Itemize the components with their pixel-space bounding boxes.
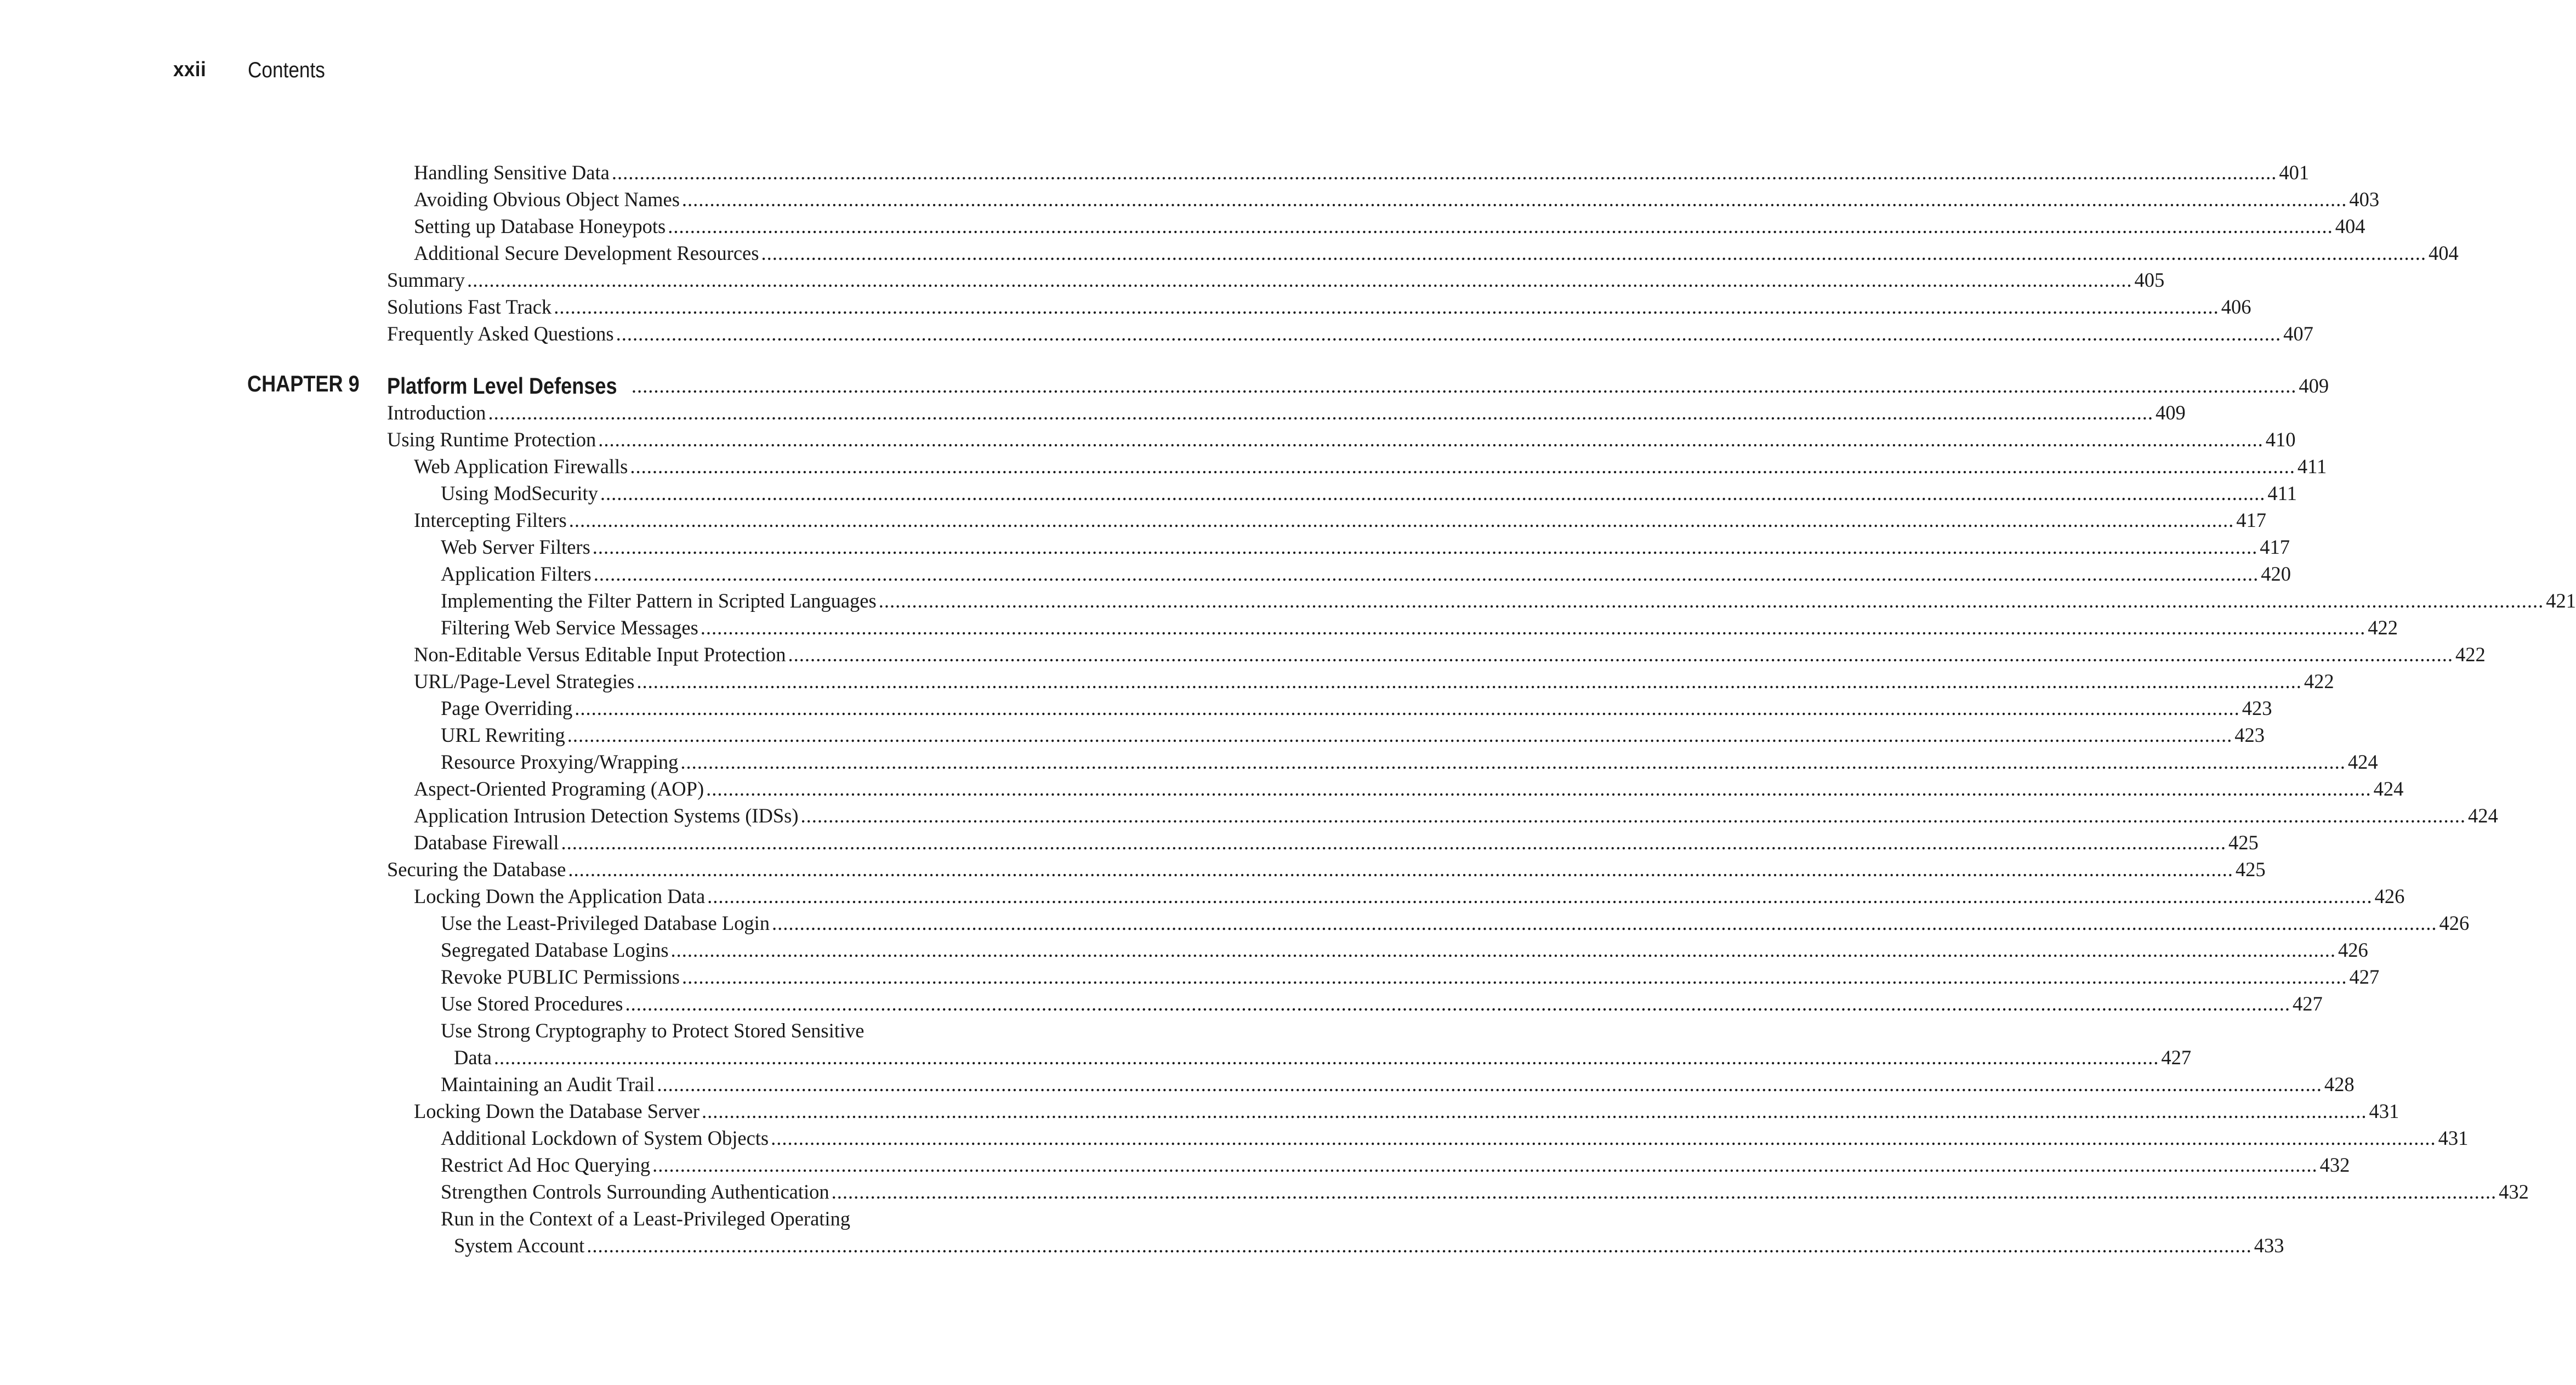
toc-entry (387, 320, 2313, 347)
toc-entry-page: 404 (2428, 242, 2459, 264)
toc-entry-title: Implementing the Filter Pattern in Scripted Languages (441, 589, 877, 612)
toc-entry-title-continued: Data (454, 1046, 492, 1069)
toc-entry-title: Use Strong Cryptography to Protect Stored Sensitive (441, 1019, 865, 1042)
toc-entry-page: 423 (2234, 724, 2265, 746)
toc-entry-title: URL/Page-Level Strategies (414, 670, 635, 692)
toc-entry-title: Non-Editable Versus Editable Input Protection (414, 643, 786, 666)
toc-entry-page: 425 (2235, 858, 2266, 881)
chapter-page: 409 (2299, 374, 2329, 397)
toc-entry-page: 422 (2304, 670, 2334, 692)
toc-entry (441, 990, 2323, 1017)
toc-entry-title: Web Application Firewalls (414, 455, 628, 478)
dot-leader: ............................................................................................................................................................................................................................................................................................................ (706, 777, 2372, 800)
dot-leader: ............................................................................................................................................................................................................................................................................................................ (636, 670, 2302, 692)
dot-leader: ............................................................................................................................................................................................................................................................................................................ (592, 536, 2258, 558)
toc-entry-page: 424 (2373, 777, 2404, 800)
dot-leader: ............................................................................................................................................................................................................................................................................................................ (631, 374, 2297, 397)
chapter-label: CHAPTER 9 (247, 371, 360, 396)
toc-entry-page: 432 (2319, 1154, 2350, 1176)
toc-entry-page: 427 (2161, 1046, 2192, 1069)
toc-entry-page: 427 (2349, 966, 2380, 988)
toc-entry (441, 1205, 2284, 1259)
toc-entry-title: Setting up Database Honeypots (414, 215, 666, 237)
toc-entry (414, 240, 2459, 266)
toc-entry (441, 1071, 2355, 1098)
toc-entry (414, 507, 2266, 533)
running-title: Contents (248, 58, 325, 82)
toc-entry-page: 401 (2279, 161, 2310, 184)
toc-entry (441, 587, 2576, 614)
toc-entry-page: 424 (2347, 751, 2378, 773)
toc-entry-title: Restrict Ad Hoc Querying (441, 1154, 651, 1176)
toc-entry-page: 403 (2349, 188, 2380, 211)
dot-leader: ............................................................................................................................................................................................................................................................................................................ (800, 804, 2466, 827)
dot-leader: ............................................................................................................................................................................................................................................................................................................ (598, 428, 2264, 451)
toc-entry (414, 186, 2380, 213)
toc-entry-page: 409 (2155, 401, 2186, 424)
toc-entry-title: Web Server Filters (441, 536, 590, 558)
toc-entry-title: Handling Sensitive Data (414, 161, 610, 184)
toc-entry (387, 399, 2186, 426)
toc-entry (387, 266, 2165, 293)
dot-leader: ............................................................................................................................................................................................................................................................................................................ (657, 1073, 2322, 1095)
page-number: xxii (173, 58, 207, 81)
toc-entry (441, 1178, 2529, 1205)
toc-entry-page: 426 (2338, 939, 2368, 961)
toc-entry (414, 213, 2365, 240)
toc-entry (441, 614, 2398, 641)
toc-entry (414, 159, 2310, 186)
dot-leader: ............................................................................................................................................................................................................................................................................................................ (681, 188, 2347, 211)
toc-entry (441, 910, 2470, 936)
toc-entry-title: Use the Least-Privileged Database Login (441, 912, 770, 934)
toc-entry-page: 406 (2221, 296, 2251, 318)
dot-leader: ............................................................................................................................................................................................................................................................................................................ (878, 589, 2544, 612)
toc-entry (441, 695, 2272, 722)
toc-entry (441, 1151, 2350, 1178)
toc-entry-title: Securing the Database (387, 858, 566, 881)
toc-entry-page: 411 (2267, 482, 2297, 504)
dot-leader: ............................................................................................................................................................................................................................................................................................................ (554, 296, 2219, 318)
toc-entry-title: Additional Secure Development Resources (414, 242, 759, 264)
dot-leader: ............................................................................................................................................................................................................................................................................................................ (493, 1046, 2159, 1069)
dot-leader: ............................................................................................................................................................................................................................................................................................................ (682, 966, 2347, 988)
toc-entry-title: Avoiding Obvious Object Names (414, 188, 680, 211)
toc-entry-title: Filtering Web Service Messages (441, 616, 698, 639)
toc-entry-page: 420 (2261, 563, 2291, 585)
dot-leader: ............................................................................................................................................................................................................................................................................................................ (568, 509, 2234, 531)
toc-entry (441, 560, 2291, 587)
toc-entry-title: Solutions Fast Track (387, 296, 552, 318)
toc-entry (414, 802, 2498, 829)
dot-leader: ............................................................................................................................................................................................................................................................................................................ (707, 885, 2373, 907)
toc-entry-page: 411 (2297, 455, 2327, 478)
dot-leader: ............................................................................................................................................................................................................................................................................................................ (616, 322, 2282, 345)
toc-entry-title: Database Firewall (414, 831, 559, 854)
toc-entry-title: Frequently Asked Questions (387, 322, 614, 345)
toc-entry-page: 405 (2134, 269, 2165, 291)
toc-entry-title: Strengthen Controls Surrounding Authentication (441, 1180, 829, 1203)
toc-entry (387, 426, 2296, 453)
toc-entry (441, 1017, 2192, 1071)
dot-leader: ............................................................................................................................................................................................................................................................................................................ (831, 1180, 2497, 1203)
toc-entry-page: 426 (2374, 885, 2405, 907)
toc-entry-title: Using Runtime Protection (387, 428, 596, 451)
dot-leader: ............................................................................................................................................................................................................................................................................................................ (771, 1127, 2436, 1149)
toc-entry-continuation (441, 1232, 2284, 1259)
dot-leader: ............................................................................................................................................................................................................................................................................................................ (568, 858, 2233, 881)
toc-entry-page: 424 (2468, 804, 2498, 827)
toc-entry (414, 775, 2404, 802)
toc-entry-title: Segregated Database Logins (441, 939, 669, 961)
dot-leader: ............................................................................................................................................................................................................................................................................................................ (630, 455, 2295, 478)
toc-entry-continuation (441, 1044, 2192, 1071)
dot-leader: ............................................................................................................................................................................................................................................................................................................ (575, 697, 2240, 719)
toc-entry-page: 423 (2242, 697, 2272, 719)
toc-entry-page: 407 (2283, 322, 2313, 345)
toc-entry (414, 1098, 2399, 1125)
toc-entry-title: Additional Lockdown of System Objects (441, 1127, 769, 1149)
toc-entry-page: 422 (2368, 616, 2398, 639)
toc-entry-title: Aspect-Oriented Programing (AOP) (414, 777, 704, 800)
dot-leader: ............................................................................................................................................................................................................................................................................................................ (680, 751, 2346, 773)
toc-entry-page: 417 (2260, 536, 2290, 558)
dot-leader: ............................................................................................................................................................................................................................................................................................................ (788, 643, 2453, 666)
toc-entry-page: 427 (2292, 992, 2323, 1015)
dot-leader: ............................................................................................................................................................................................................................................................................................................ (652, 1154, 2318, 1176)
toc-entry-page: 421 (2546, 589, 2576, 612)
dot-leader: ............................................................................................................................................................................................................................................................................................................ (467, 269, 2133, 291)
toc-entry (387, 293, 2251, 320)
dot-leader: ............................................................................................................................................................................................................................................................................................................ (761, 242, 2426, 264)
toc-entry-page: 425 (2228, 831, 2259, 854)
toc-entry-title: Maintaining an Audit Trail (441, 1073, 655, 1095)
dot-leader: ............................................................................................................................................................................................................................................................................................................ (611, 161, 2277, 184)
toc-entry-page: 432 (2499, 1180, 2529, 1203)
toc-entry (414, 668, 2334, 695)
dot-leader: ............................................................................................................................................................................................................................................................................................................ (567, 724, 2233, 746)
toc-entry-page: 426 (2439, 912, 2470, 934)
toc-entry-title: Using ModSecurity (441, 482, 598, 504)
toc-entry (441, 533, 2290, 560)
dot-leader: ............................................................................................................................................................................................................................................................................................................ (668, 215, 2333, 237)
dot-leader: ............................................................................................................................................................................................................................................................................................................ (587, 1234, 2252, 1257)
dot-leader: ............................................................................................................................................................................................................................................................................................................ (488, 401, 2153, 424)
toc-entry (414, 641, 2486, 668)
toc-entry-title: Locking Down the Database Server (414, 1100, 700, 1122)
chapter-heading (387, 368, 2329, 399)
toc-entry-title: Page Overriding (441, 697, 573, 719)
toc-entry (441, 963, 2380, 990)
toc-entry (414, 453, 2327, 480)
toc-entry-title: Application Filters (441, 563, 592, 585)
toc-entry-title: Application Intrusion Detection Systems (IDSs) (414, 804, 799, 827)
dot-leader: ............................................................................................................................................................................................................................................................................................................ (561, 831, 2227, 854)
toc-entry-page: 422 (2455, 643, 2486, 666)
dot-leader: ............................................................................................................................................................................................................................................................................................................ (593, 563, 2259, 585)
toc-entry-page: 431 (2369, 1100, 2399, 1122)
dot-leader: ............................................................................................................................................................................................................................................................................................................ (701, 1100, 2367, 1122)
toc-entry-title: Run in the Context of a Least-Privileged Operating (441, 1207, 851, 1230)
toc-entry-title-continued: System Account (454, 1234, 585, 1257)
toc-entry (441, 1125, 2469, 1151)
toc-entry (414, 829, 2259, 856)
dot-leader: ............................................................................................................................................................................................................................................................................................................ (700, 616, 2366, 639)
toc-entry (441, 722, 2265, 748)
toc-entry (441, 936, 2368, 963)
toc-entry-page: 431 (2438, 1127, 2469, 1149)
toc-entry (441, 748, 2378, 775)
toc-entry-title: Intercepting Filters (414, 509, 567, 531)
dot-leader: ............................................................................................................................................................................................................................................................................................................ (625, 992, 2290, 1015)
toc-entry-page: 433 (2254, 1234, 2284, 1257)
toc-entry-page: 417 (2236, 509, 2266, 531)
toc-entry (387, 856, 2266, 883)
toc-entry-page: 428 (2324, 1073, 2355, 1095)
toc-entry (414, 883, 2405, 910)
toc-entry (441, 480, 2297, 507)
chapter-title: Platform Level Defenses (387, 373, 617, 399)
dot-leader: ............................................................................................................................................................................................................................................................................................................ (772, 912, 2437, 934)
toc-entry-title: Introduction (387, 401, 486, 424)
toc-entry-title: Locking Down the Application Data (414, 885, 706, 907)
toc-entry-title: Summary (387, 269, 465, 291)
dot-leader: ............................................................................................................................................................................................................................................................................................................ (600, 482, 2266, 504)
toc-entry-title: Use Stored Procedures (441, 992, 623, 1015)
toc-entry-page: 404 (2335, 215, 2365, 237)
toc-entry-page: 410 (2265, 428, 2296, 451)
toc-entry-title: URL Rewriting (441, 724, 565, 746)
toc-entry-title: Resource Proxying/Wrapping (441, 751, 679, 773)
dot-leader: ............................................................................................................................................................................................................................................................................................................ (670, 939, 2336, 961)
toc-entry-title: Revoke PUBLIC Permissions (441, 966, 680, 988)
